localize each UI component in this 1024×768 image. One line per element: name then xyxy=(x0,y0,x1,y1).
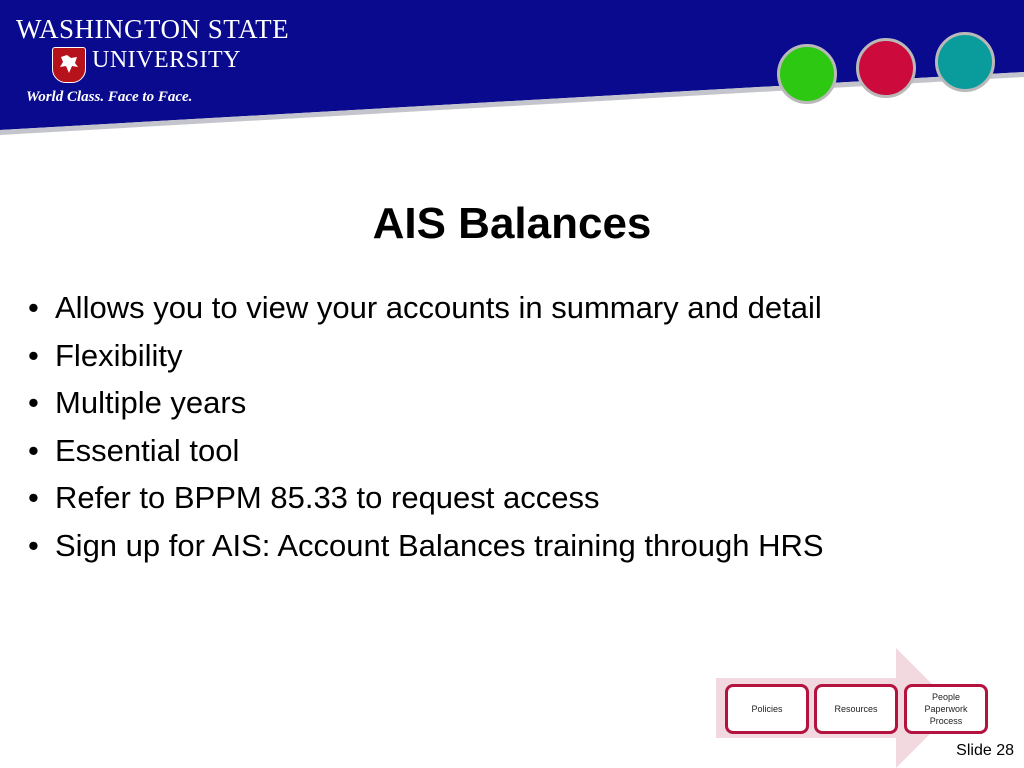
process-step-resources xyxy=(814,684,898,734)
bullet-item xyxy=(28,427,824,475)
red-circle-decoration xyxy=(856,38,916,98)
bullet-text: Allows you to view your accounts in summary and detail xyxy=(55,290,822,325)
process-step-label: Policies xyxy=(751,704,783,714)
bullet-item xyxy=(28,284,824,332)
bullet-item xyxy=(28,332,824,380)
slide-title: AIS Balances xyxy=(372,199,652,248)
bullet-icon: • xyxy=(28,480,39,515)
bullet-text: Essential tool xyxy=(55,432,240,468)
process-step-label: Resources xyxy=(834,704,878,714)
logo-wordmark-line1: WASHINGTON STATE xyxy=(16,14,290,44)
bullet-text: Flexibility xyxy=(55,337,183,373)
bullet-icon: • xyxy=(28,385,39,420)
bullet-item xyxy=(28,379,824,427)
bullet-text: Refer to BPPM 85.33 to request access xyxy=(55,480,600,515)
process-step-policies xyxy=(725,684,809,734)
process-step-line: Process xyxy=(929,716,963,726)
tagline: World Class. Face to Face. xyxy=(26,89,193,105)
process-step-line: People xyxy=(931,692,961,702)
bullet-icon: • xyxy=(28,290,39,325)
bullet-list xyxy=(28,284,824,569)
process-graphic xyxy=(716,648,968,768)
process-step-people-paperwork-process xyxy=(904,684,988,734)
bullet-icon: • xyxy=(28,337,39,373)
bullet-item xyxy=(28,522,824,570)
bullet-text: Multiple years xyxy=(55,385,247,420)
bullet-icon: • xyxy=(28,432,39,468)
cougar-seal-icon xyxy=(52,47,86,83)
teal-circle-decoration xyxy=(935,32,995,92)
process-step-line: Paperwork xyxy=(924,704,968,714)
green-circle-decoration xyxy=(777,44,837,104)
wsu-logo xyxy=(16,14,290,105)
bullet-item xyxy=(28,474,824,522)
bullet-text: Sign up for AIS: Account Balances training through HRS xyxy=(55,527,824,563)
slide-number: Slide 28 xyxy=(956,742,1014,759)
bullet-icon: • xyxy=(28,527,39,563)
logo-wordmark-line2: UNIVERSITY xyxy=(92,47,241,73)
